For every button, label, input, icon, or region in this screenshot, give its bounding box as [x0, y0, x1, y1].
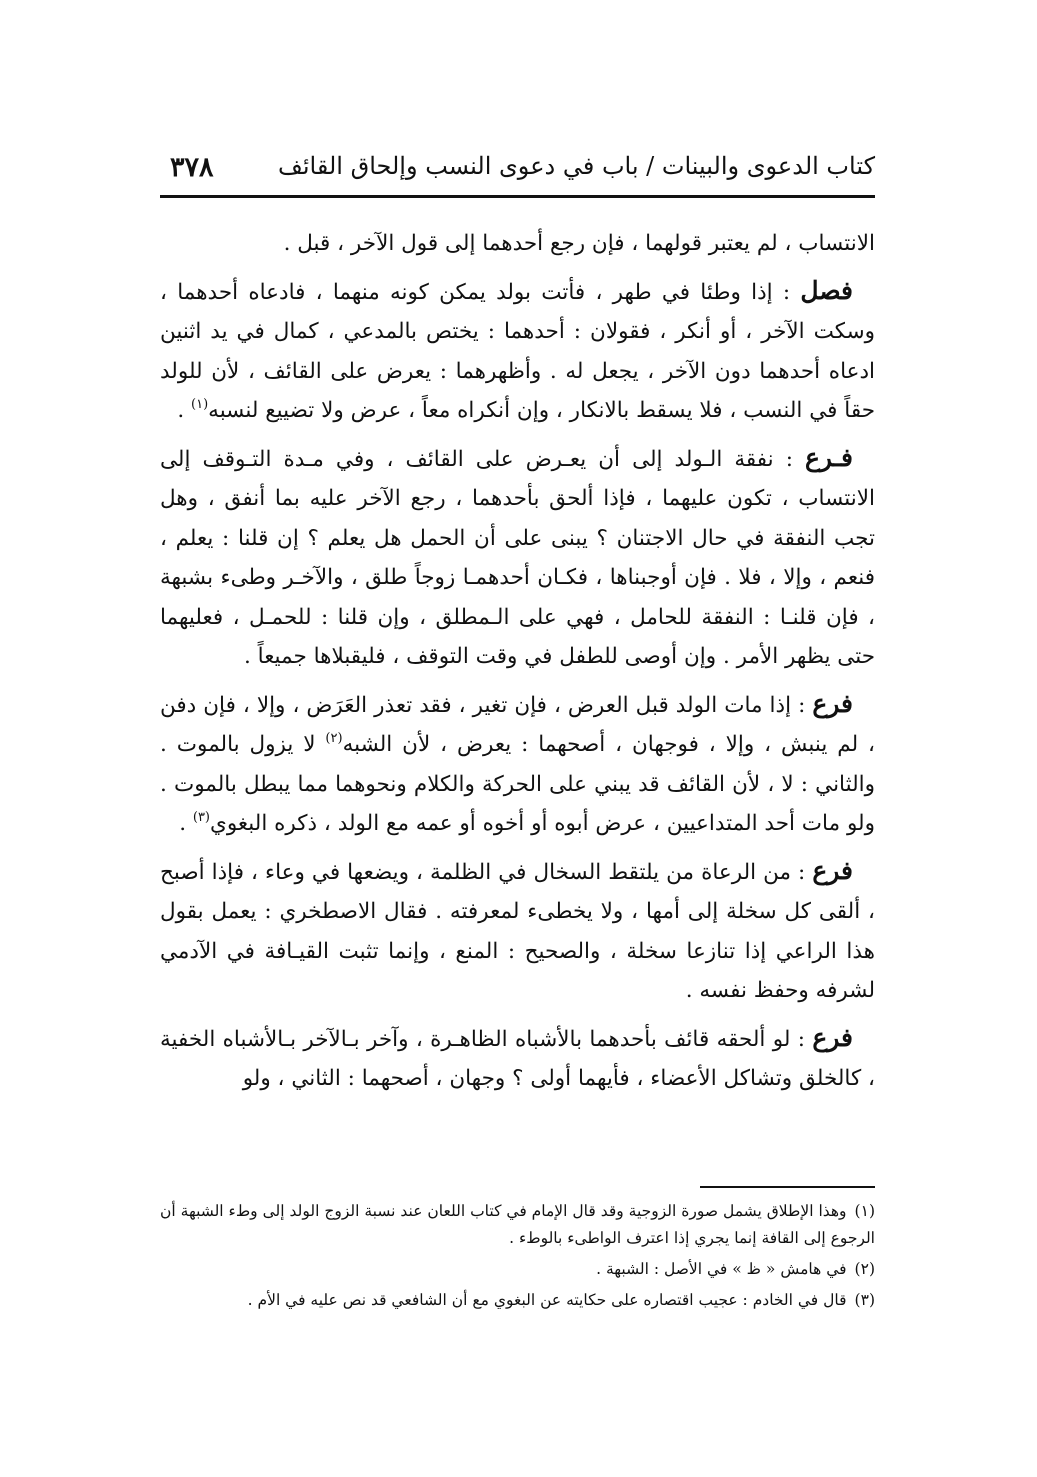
footnote-number: (٣) — [854, 1291, 875, 1309]
footnote-2 — [160, 1256, 875, 1283]
paragraph-text: : من الرعاة من يلتقط السخال في الظلمة ، ويضعها في وعاء ، فإذا أصبح ، ألقى كل سخلة إلى أمها ، ولا يخطىء لمعرفته . فقال الاصطخري : يعمل بقول هذا الراعي إذا تنازعا سخلة ، والصحيح : المنع ، وإنما تثبت القيـافة في الآدمي لشرفه وحفظ نفسه . — [160, 859, 875, 1003]
paragraph-far-4 — [160, 1018, 875, 1099]
main-text — [160, 224, 875, 1099]
footnote-ref-2[interactable]: (٢) — [325, 731, 343, 746]
paragraph-far-2 — [160, 684, 875, 844]
footnote-text: في هامش « ظ » في الأصل : الشبهة . — [596, 1260, 847, 1278]
subsection-heading: فرع — [812, 1022, 853, 1052]
paragraph-far-1 — [160, 438, 875, 677]
header-divider — [160, 195, 875, 198]
footnote-1 — [160, 1198, 875, 1252]
footnote-text: قال في الخادم : عجيب اقتصاره على حكايته عن البغوي مع أن الشافعي قد نص عليه في الأم . — [247, 1291, 847, 1309]
paragraph-text: : إذا وطئا في طهر ، فأتت بولد يمكن كونه منهما ، فادعاه أحدهما ، وسكت الآخر ، أو أنكر ، فقولان : أحدهما : يختص بالمدعي ، كمال في يد اثنين ادعاه أحدهما دون الآخر ، يجعل له . وأظهرهما : يعرض على القائف ، لأن للولد حقاً في النسب ، فلا يسقط بالانكار ، وإن أنكراه معاً ، عرض ولا تضييع لنسبه — [160, 279, 875, 423]
paragraph-continuation — [160, 224, 875, 264]
subsection-heading: فرع — [812, 688, 853, 718]
footnote-ref-1[interactable]: (١) — [191, 397, 209, 412]
footnote-3 — [160, 1287, 875, 1314]
chapter-title: كتاب الدعوى والبينات / باب في دعوى النسب وإلحاق القائف — [277, 152, 875, 180]
paragraph-text: : نفقة الـولد إلى أن يعـرض على القائف ، وفي مـدة التـوقف إلى الانتساب ، تكون عليهما ، فإذا ألحق بأحدهما ، رجع الآخر عليه بما أنفق ، وهل تجب النفقة في حال الاجتنان ؟ يبنى على أن الحمل هل يعلم ؟ إن قلنا : يعلم ، فنعم ، وإلا ، فلا . فإن أوجبناها ، فكـان أحدهمـا زوجاً طلق ، والآخـر وطىء بشبهة ، فإن قلنـا : النفقة للحامل ، فهي على الـمطلق ، وإن قلنا : للحمـل ، فعليهما حتى يظهر الأمر . وإن أوصى للطفل في وقت التوقف ، فليقبلاها جميعاً . — [160, 446, 875, 669]
running-header — [160, 150, 875, 190]
paragraph-text: . — [177, 398, 192, 423]
footnote-number: (١) — [854, 1202, 875, 1220]
paragraph-far-3 — [160, 851, 875, 1011]
paragraph-text: : لو ألحقه قائف بأحدهما بالأشباه الظاهـرة ، وآخر بـالآخر بـالأشباه الخفية ، كالخلق وتشاكل الأعضاء ، فأيهما أولى ؟ وجهان ، أصحهما : الثاني ، ولو — [160, 1026, 875, 1091]
paragraph-text: . — [179, 811, 193, 836]
footnote-number: (٢) — [854, 1260, 875, 1278]
footnote-text: وهذا الإطلاق يشمل صورة الزوجية وقد قال الإمام في كتاب اللعان عند نسبة الزوج الولد إلى وطء الشبهة أن الرجوع إلى القافة إنما يجري إذا اعترف الواطىء بالوطء . — [160, 1202, 875, 1247]
subsection-heading: فـرع — [805, 442, 853, 472]
paragraph-fasl — [160, 271, 875, 431]
paragraph-text: لا يزول بالموت . والثاني : لا ، لأن القائف قد يبني على الحركة والكلام ونحوهما مما يبطل بالموت . ولو مات أحد المتداعيين ، عرض أبوه أو أخوه أو عمه مع الولد ، ذكره البغوي — [160, 732, 875, 836]
footnote-divider — [700, 1186, 875, 1188]
footnote-ref-3[interactable]: (٣) — [192, 810, 210, 825]
subsection-heading: فرع — [812, 855, 853, 885]
section-heading: فصل — [800, 275, 853, 305]
page-number: ٣٧٨ — [170, 152, 214, 183]
footnotes — [160, 1198, 875, 1318]
paragraph-text: : إذا مات الولد قبل العرض ، فإن تغير ، فقد تعذر العَرَض ، وإلا ، فإن دفن ، لم ينبش ، وإلا ، فوجهان ، أصحهما : يعرض ، لأن الشبه — [160, 692, 875, 757]
paragraph-text: الانتساب ، لم يعتبر قولهما ، فإن رجع أحدهما إلى قول الآخر ، قبل . — [283, 231, 875, 256]
